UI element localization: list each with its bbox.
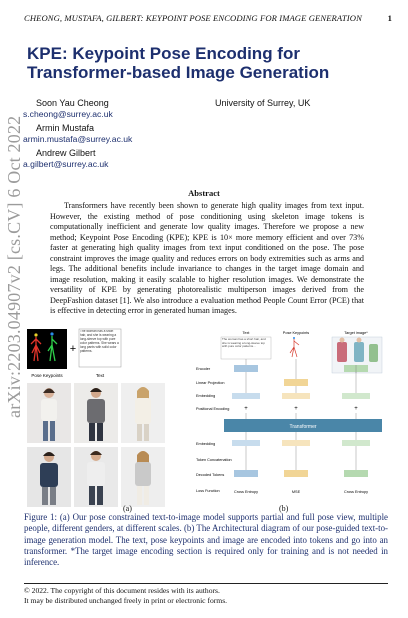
pose-embedding-block [282,393,310,399]
row-label-loss-function: Loss Function [196,489,220,493]
image-embedding-block [342,393,370,399]
title-line-2: Transformer-based Image Generation [27,63,330,82]
running-head-text: CHEONG, MUSTAFA, GILBERT: KEYPOINT POSE ENCODING FOR IMAGE GENERATION [24,13,362,23]
author-email[interactable]: armin.mustafa@surrey.ac.uk [23,134,133,144]
text-embedding-block [232,393,260,399]
row-label-linear-projection: Linear Projection [196,381,225,385]
column-keypoints-header: Pose Keypoints [282,331,310,335]
transformer-label: Transformer [289,424,317,430]
footnote-divider [24,583,388,584]
footnote-line-1: © 2022. The copyright of this document resides with its authors. [24,586,220,595]
row-label-token-concatenation: Token Concatenation [196,458,232,462]
row-label-positional-encoding: Positional Encoding [196,407,230,411]
author-name: Soon Yau Cheong [36,98,109,108]
copyright-footnote [24,586,227,606]
paper-title [27,44,367,82]
decoded-image-tokens [344,470,368,477]
arxiv-stamp[interactable]: arXiv:2203.04907v2 [cs.CV] 6 Oct 2022 [4,115,24,418]
pose-projection-block [284,379,308,386]
plus-icon: + [294,406,298,412]
abstract-heading: Abstract [188,188,220,198]
flow-arrows [246,359,356,470]
text-label: Text [95,373,105,378]
keypoints-mini-icon [290,337,299,357]
output-embedding-pose [282,440,310,446]
author-block [23,98,132,120]
abstract-text: Transformers have recently been shown to generate high quality images from text input. However, the existing method of pose conditioning using skeleton image tokens is computationally inefficient and generate low quality images. Therefore we propose a new method; Keypoint Pose Encoding (KPE); KPE is 10× more memory efficient and over 73% faster at generating high quality images from text input conditioned on the pose. The pose constraint improves the image quality and reduces errors on body extremities such as arms and legs. The additional benefits include invariance to changes in the target image domain and image resolution, making it easily scalable to higher resolution images. We demonstrate the versatility of KPE by generating photorealistic multiperson images derived from the DeepFashion dataset [1]. We also introduce a evaluation method People Count Error (PCE) that is effective in detecting error in generated human images. [50,201,364,316]
generated-images-grid [27,383,165,507]
panel-a [27,329,165,507]
loss-label-pose: MSE [291,490,301,494]
row-label-decoded-tokens: Decoded Tokens [196,473,225,477]
author-name: Armin Mustafa [36,123,95,133]
output-embedding-text [232,440,260,446]
author-email[interactable]: a.gilbert@surrey.ac.uk [23,159,109,169]
decoded-text-tokens [234,470,258,477]
loss-label-image: Cross Entropy [343,490,369,494]
column-target-header: Target image* [344,331,368,335]
pose-keypoints-image [27,329,67,369]
row-label-embedding: Embedding [196,394,216,398]
row-label-embedding-out: Embedding [196,442,216,446]
column-text-header: Text [242,331,250,335]
author-name: Andrew Gilbert [36,148,96,158]
loss-label-text: Cross Entropy [233,490,259,494]
running-head [24,13,392,23]
figure-caption: Figure 1: (a) Our pose constrained text-to-image model supports partial and full pose view, multiple people, different genders, at different scales. (b) The Architectural diagram of our pose-guided text-to-image generation model. The text, pose keypoints and image are encoded into tokens and go into an transformer. *The target image encoding section is required only for training and is not needed in inference. [24,512,388,568]
title-line-1: KPE: Keypoint Pose Encoding for [27,44,300,63]
output-embedding-image [342,440,370,446]
figure-1 [24,327,388,510]
page-number: 1 [387,13,392,23]
panel-b-text-snippet: The woman has a short hair, and she is wearing a long-sleeve top with pure color patterns... [222,338,266,349]
footnote-line-2: It may be distributed unchanged freely in print or electronic forms. [24,596,228,605]
author-block [23,123,133,145]
author-list [23,98,133,173]
plus-icon: + [69,343,77,355]
pose-keypoints-label: Pose Keypoints [31,373,63,378]
figure-label-a: (a) [123,504,132,513]
panel-b [196,331,382,494]
author-block [23,148,132,170]
figure-label-b: (b) [279,504,289,513]
plus-icon: + [354,406,358,412]
decoded-pose-tokens [284,470,308,477]
text-input-snippet: The woman has a short hair, and she is wearing a long-sleeve top with pure color patterns. She wears a long pants with solid color patterns. [80,330,119,353]
text-encoder-block [234,365,258,372]
row-label-encoder: Encoder [196,367,211,371]
plus-icon: + [244,406,248,412]
author-email[interactable]: s.cheong@surrey.ac.uk [23,109,113,119]
affiliation: University of Surrey, UK [215,98,311,108]
